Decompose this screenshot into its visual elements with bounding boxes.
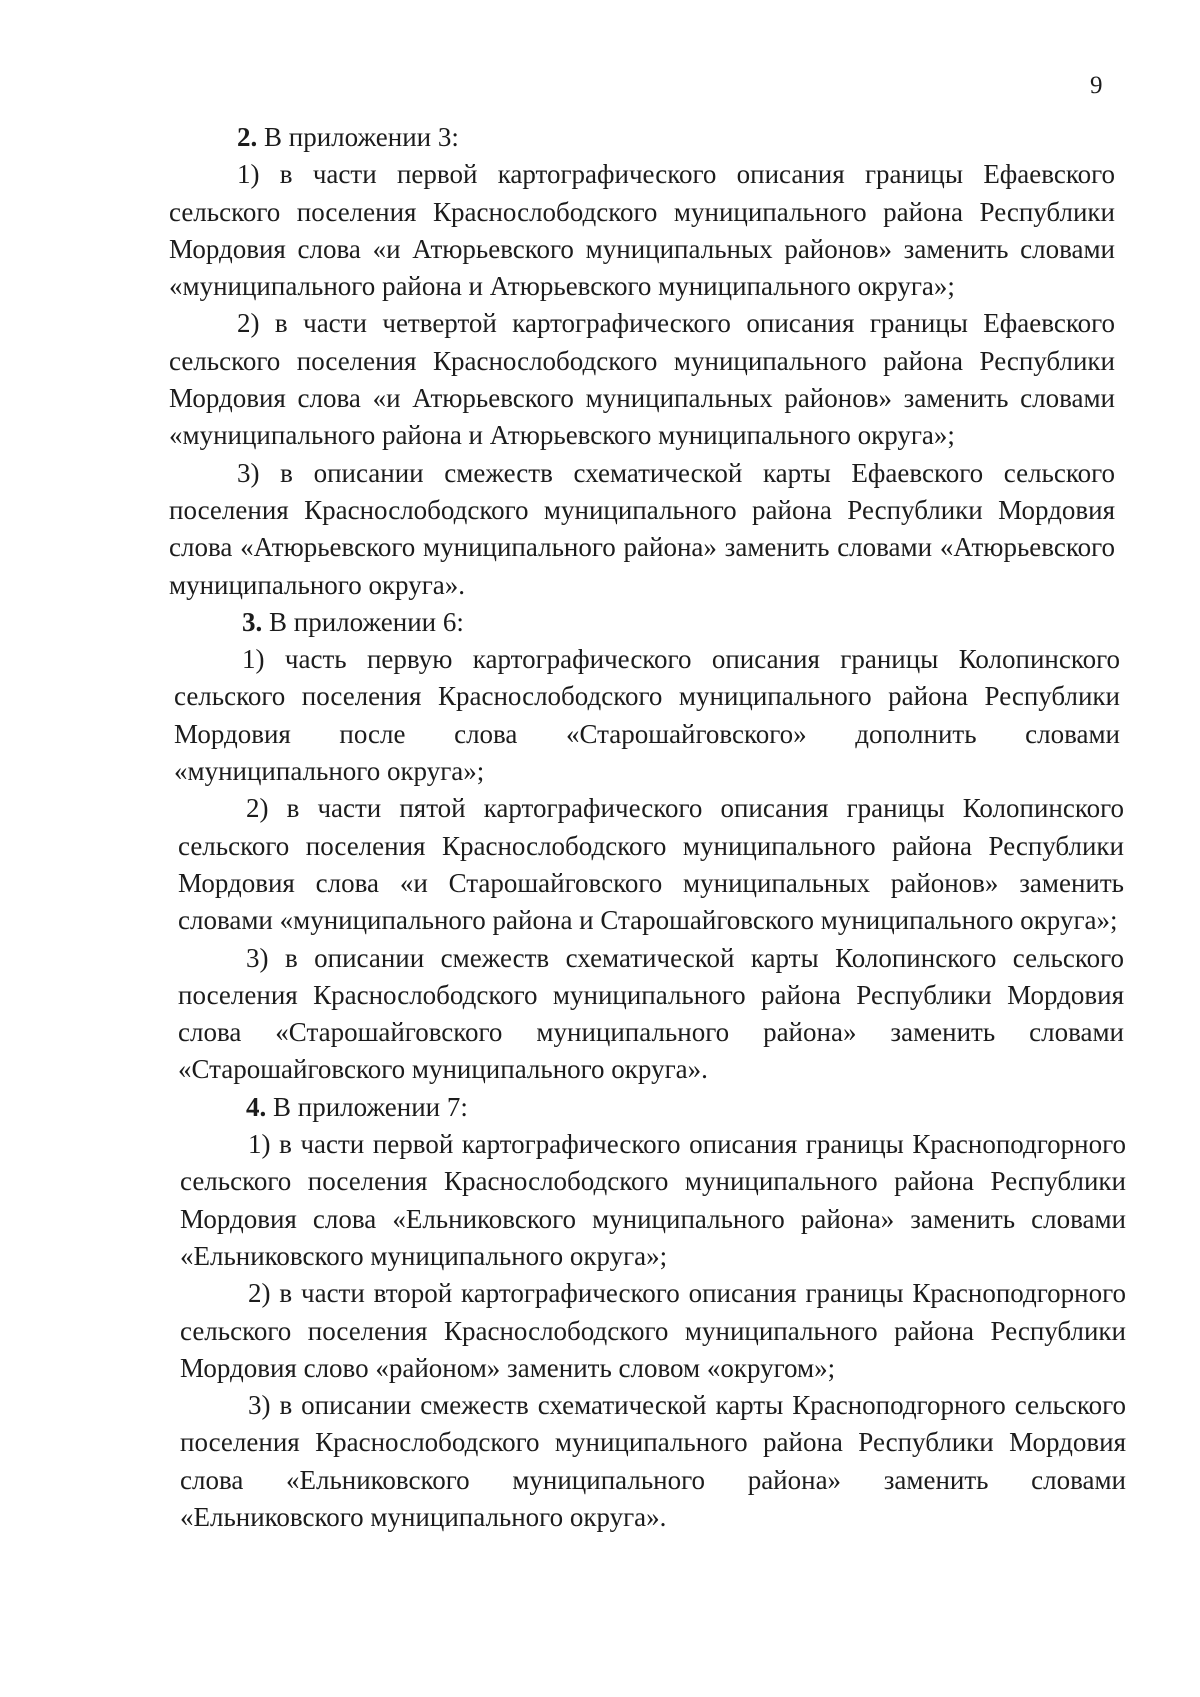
amendment-paragraph: 1) в части первой картографического описания границы Красноподгорного сельского поселения Краснослободского муниципального района Республики Мордовия слова «Ельниковского муниципального района» заменить словами «Ельниковского муниципального округа»;	[180, 1129, 1126, 1271]
amendment-paragraph: 2) в части второй картографического описания границы Красноподгорного сельского поселения Краснослободского муниципального района Республики Мордовия слово «районом» заменить словом «округом»;	[180, 1278, 1126, 1383]
amendment-paragraph: 2) в части пятой картографического описания границы Колопинского сельского поселения Краснослободского муниципального района Республики Мордовия слова «и Старошайговского муниципальных районов» заменить словами «муниципального района и Старошайговского муниципального округа»;	[178, 793, 1124, 936]
section-title-text: В приложении 3:	[257, 122, 459, 152]
amendment-paragraph: 2) в части четвертой картографического описания границы Ефаевского сельского поселения Краснослободского муниципального района Республики Мордовия слова «и Атюрьевского муниципальных районов» заменить словами «муниципального района и Атюрьевского муниципального округа»;	[169, 308, 1115, 451]
section-title-text: В приложении 6:	[262, 606, 464, 637]
section-title-text: В приложении 7:	[266, 1091, 468, 1122]
section-number: 2.	[237, 122, 258, 152]
section-number: 4.	[246, 1091, 267, 1122]
amendment-paragraph: 3) в описании смежеств схематической карты Красноподгорного сельского поселения Краснослободского муниципального района Республики Мордовия слова «Ельниковского муниципального района» заменить словами «Ельниковского муниципального округа».	[180, 1390, 1126, 1532]
section-number: 3.	[242, 606, 263, 637]
section-title	[174, 604, 1120, 641]
page-number: 9	[1090, 72, 1103, 99]
document-body	[169, 119, 1126, 1536]
section-title	[178, 1089, 1124, 1126]
amendment-paragraph: 3) в описании смежеств схематической карты Ефаевского сельского поселения Краснослободского муниципального района Республики Мордовия слова «Атюрьевского муниципального района» заменить словами «Атюрьевского муниципального округа».	[169, 457, 1115, 600]
section-title	[169, 119, 1115, 156]
amendment-paragraph: 3) в описании смежеств схематической карты Колопинского сельского поселения Краснослободского муниципального района Республики Мордовия слова «Старошайговского муниципального района» заменить словами «Старошайговского муниципального округа».	[178, 942, 1124, 1085]
amendment-paragraph: 1) часть первую картографического описания границы Колопинского сельского поселения Краснослободского муниципального района Республики Мордовия после слова «Старошайговского» дополнить словами «муниципального округа»;	[174, 644, 1120, 787]
amendment-paragraph: 1) в части первой картографического описания границы Ефаевского сельского поселения Краснослободского муниципального района Республики Мордовия слова «и Атюрьевского муниципальных районов» заменить словами «муниципального района и Атюрьевского муниципального округа»;	[169, 159, 1115, 302]
